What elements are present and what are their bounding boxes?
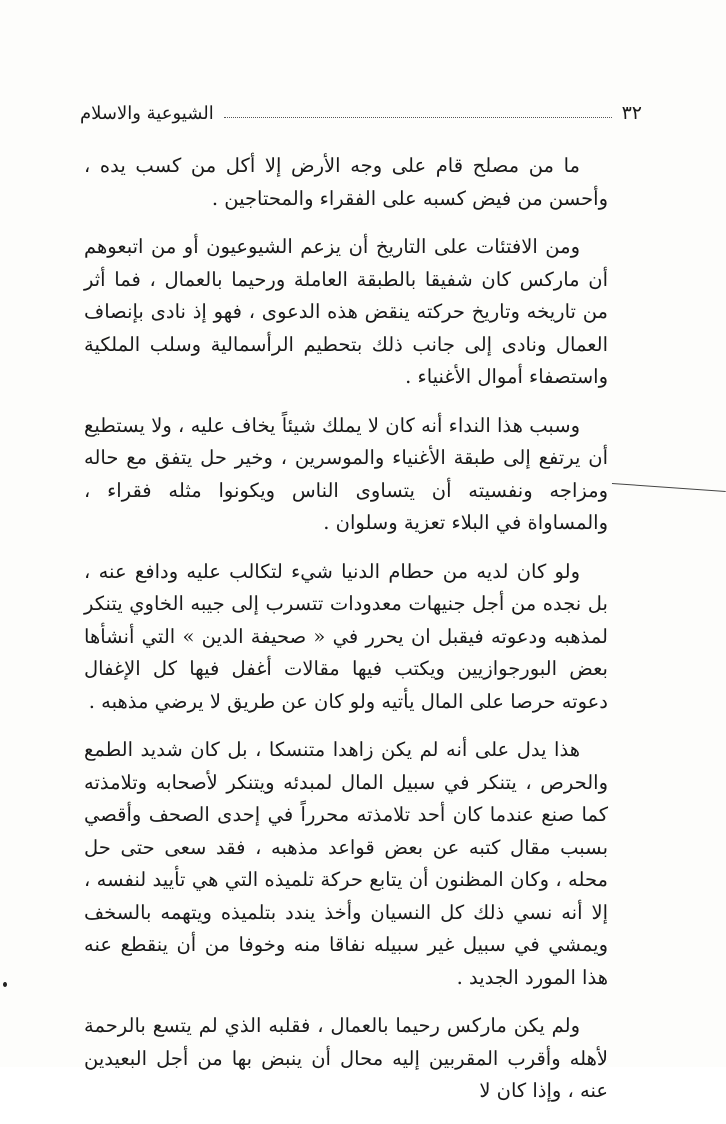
- page-header: [80, 100, 642, 126]
- paragraph-2: ومن الافتئات على التاريخ أن يزعم الشيوعيون أو من اتبعوهم أن ماركس كان شفيقا بالطبقة العاملة ورحيما بالعمال ، فما أثر من تاريخه وتاريخ حركته ينقض هذه الدعوى ، فهو إذ نادى بإنصاف العمال ونادى إلى جانب ذلك بتحطيم الرأسمالية وسلب الملكية واستصفاء أموال الأغنياء .: [84, 235, 608, 388]
- scan-speck: [3, 982, 7, 987]
- paragraph-5: هذا يدل على أنه لم يكن زاهدا متنسكا ، بل كان شديد الطمع والحرص ، يتنكر في سبيل المال لمبدئه ويتنكر لأصحابه وتلامذته كما صنع عندما كان أحد تلامذته محرراً في إحدى الصحف وأقصي بسبب مقال كتبه عن بعض قواعد مذهبه ، فقد سعى حتى حل محله ، وكان المظنون أن يتابع حركة تلميذه التي هي تأييد لنفسه ، إلا أنه نسي ذلك كل النسيان وأخذ يندد بتلميذه ويتهمه بالسخف ويمشي في سبيل غير سبيله نفاقا منه وخوفا من أن ينقطع عنه هذا المورد الجديد .: [84, 738, 608, 989]
- body-text: [84, 150, 608, 1124]
- margin-pencil-mark: [611, 483, 726, 504]
- paragraph-6: ولم يكن ماركس رحيما بالعمال ، فقلبه الذي لم يتسع بالرحمة لأهله وأقرب المقربين إليه محال أن ينبض بها من أجل البعيدين عنه ، وإذا كان لا: [84, 1014, 608, 1102]
- header-dotted-rule: [224, 117, 612, 118]
- paragraph-1: ما من مصلح قام على وجه الأرض إلا أكل من كسب يده ، وأحسن من فيض كسبه على الفقراء والمحتاجين .: [84, 154, 608, 210]
- paragraph-4: ولو كان لديه من حطام الدنيا شيء لتكالب عليه ودافع عنه ، بل نجده من أجل جنيهات معدودات تتسرب إلى جيبه الخاوي يتنكر لمذهبه ودعوته فيقبل ان يحرر في « صحيفة الدين » التي أنشأها بعض البورجوازيين ويكتب فيها مقالات أغفل فيها كل الإغفال دعوته حرصا على المال يأتيه ولو كان عن طريق لا يرضي مذهبه .: [84, 559, 608, 713]
- paragraph-3: وسبب هذا النداء أنه كان لا يملك شيئاً يخاف عليه ، ولا يستطيع أن يرتفع إلى طبقة الأغنياء والموسرين ، وخير حل يتفق مع حاله ومزاجه ونفسيته أن يتساوى الناس ويكونوا مثله فقراء ، والمساواة في البلاء تعزية وسلوان .: [84, 413, 608, 534]
- page-number: ٣٢: [621, 102, 642, 124]
- running-title: الشيوعية والاسلام: [80, 102, 214, 124]
